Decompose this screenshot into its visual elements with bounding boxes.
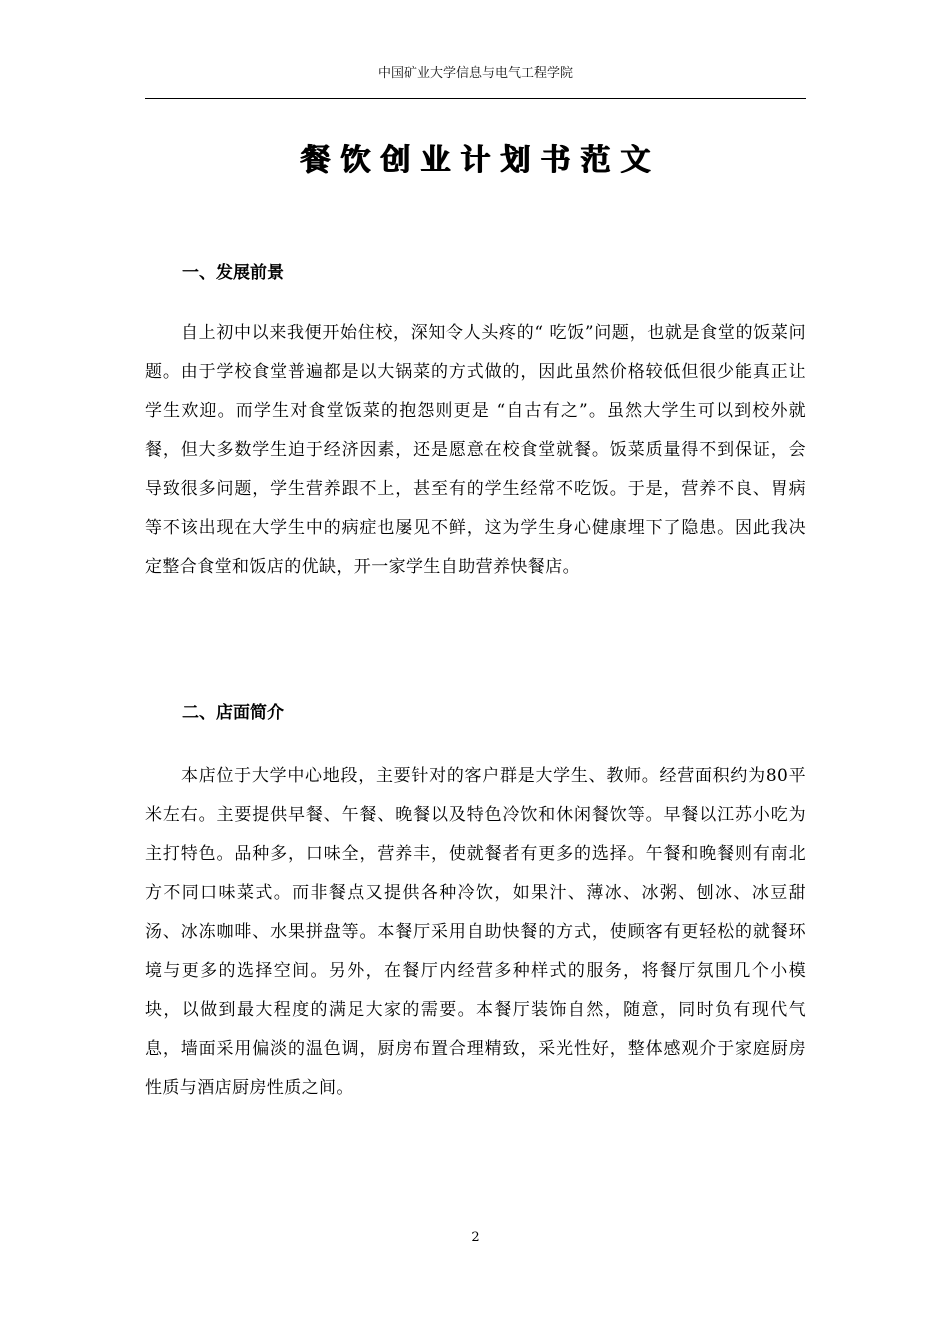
header-divider <box>145 98 806 99</box>
section-paragraph-development-prospects: 自上初中以来我便开始住校，深知令人头疼的“ 吃饭”问题，也就是食堂的饭菜问题。由于学校食堂普遍都是以大锅菜的方式做的，因此虽然价格较低但很少能真正让学生欢迎。而学生对食堂饭菜的抱怨则更是 “自古有之”。虽然大学生可以到校外就餐，但大多数学生迫于经济因素，还是愿意在校食堂就餐。饭菜质量得不到保证，会导致很多问题，学生营养跟不上，甚至有的学生经常不吃饭。于是，营养不良、胃病等不该出现在大学生中的病症也屡见不鲜，这为学生身心健康埋下了隐患。因此我决定整合食堂和饭店的优缺，开一家学生自助营养快餐店。 <box>145 323 806 577</box>
section-heading-development-prospects: 一、发展前景 <box>182 263 284 283</box>
page-header: 中国矿业大学信息与电气工程学院 <box>377 66 573 81</box>
document-title: 餐饮创业计划书范文 <box>300 143 661 178</box>
page-number: 2 <box>471 1230 480 1245</box>
section-paragraph-store-introduction: 本店位于大学中心地段，主要针对的客户群是大学生、教师。经营面积约为80平米左右。主要提供早餐、午餐、晚餐以及特色冷饮和休闲餐饮等。早餐以江苏小吃为主打特色。品种多，口味全，营养丰，使就餐者有更多的选择。午餐和晚餐则有南北方不同口味菜式。而非餐点又提供各种冷饮，如果汁、薄冰、冰粥、刨冰、冰豆甜汤、冰冻咖啡、水果拼盘等。本餐厅采用自助快餐的方式，使顾客有更轻松的就餐环境与更多的选择空间。另外，在餐厅内经营多种样式的服务，将餐厅氛围几个小模块，以做到最大程度的满足大家的需要。本餐厅装饰自然，随意，同时负有现代气息，墙面采用偏淡的温色调，厨房布置合理精致，采光性好，整体感观介于家庭厨房性质与酒店厨房性质之间。 <box>145 766 806 1098</box>
section-heading-store-introduction: 二、店面简介 <box>182 703 284 723</box>
